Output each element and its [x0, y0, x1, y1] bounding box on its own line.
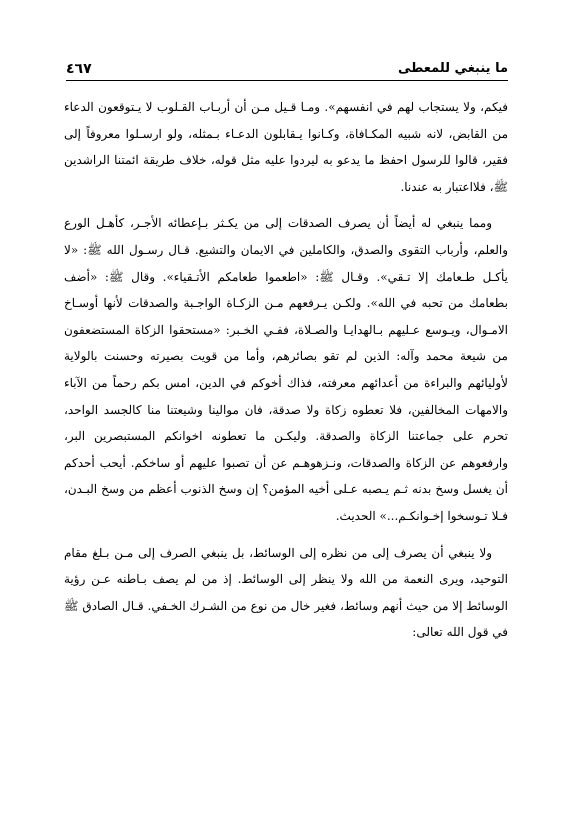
page-number: ٤٦٧ — [66, 61, 92, 77]
running-title: ما ينبغي للمعطى — [397, 61, 508, 76]
body-text — [64, 94, 508, 646]
paragraph-worthy-recipients: ومما ينبغي له أيضاً أن يصرف الصدقات إلى من يكـثر بـإعطائه الأجـر، كأهـل الورع والعلم، وأرباب التقوى والصدق، والكاملين في الايمان والتشيع. قـال رسـول الله ﷺ: «لا يأكـل طـعامك إلا تـقي». وقـال ﷺ: «اطعموا طعامكم الأتـقياء». وقال ﷺ: «أضف بطعامك من تحبه في الله». ولكـن يـرفعهم مـن الزكـاة الواجـبة والصدقات لأنها أوسـاخ الامـوال، ويـوسع عـليهم بـالهدايـا والصـلاة، ففـي الخـبر: «مستحقوا الزكاة المستضعفون من شيعة محمد وآله: الذين لم تقو بصائرهم، وأما من قويت بصيرته وحسنت بالولاية لأوليائهم والبراءة من أعدائهم معرفته، فذاك أخوكم في الدين، امس بكم رحماً من الآباء والامهات المخالفين، فلا تعطوه زكاة ولا صدقة، فان موالينا وشيعتنا منا كالجسد الواحد، تحرم على جماعتنا الزكاة والصدقة. وليكـن ما تعطونه اخوانكم المستبصرين البر، وارفعوهم عن الزكاة والصدقات، ونـزهوهـم عن أن تصبوا عليهم أو ساخكم. أيحب أحدكم أن يغسل وسخ بدنه ثـم يـصبه عـلى أخيه المؤمن؟ إن وسخ الذنوب أعظم من وسخ البـدن، فـلا تـوسخوا إخـوانكـم...» الحديث. — [64, 216, 508, 523]
paragraph-intermediaries: ولا ينبغي أن يصرف إلى من نظره إلى الوسائط، بل ينبغي الصرف إلى مـن بـلغ مقام التوحيد، ويرى النعمة من الله ولا ينظر إلى الوسائط. إذ من لم يصف بـاطنه عـن رؤية الوسائط إلا من حيث أنهم وسائط، فغير خال من نوع من الشـرك الخـفي. قـال الصادق ﷺ في قول الله تعالى: — [64, 545, 508, 640]
paragraph-continuation: فيكم، ولا يستجاب لهم في انفسهم». ومـا قـيل مـن أن أربـاب القـلوب لا يـتوقعون الدعاء من القابض، لانه شبيه المكـافاة، وكـانوا يـقابلون الدعـاء بـمثله، ولو ارسـلوا معروفاً إلى فقير، قالوا للرسول احفظ ما يدعو به ليردوا عليه مثل قوله، خلاف طريقة ائمتنا الراشدين ﷺ، فلااعتبار به عندنا. — [64, 100, 508, 194]
running-header — [66, 54, 508, 81]
